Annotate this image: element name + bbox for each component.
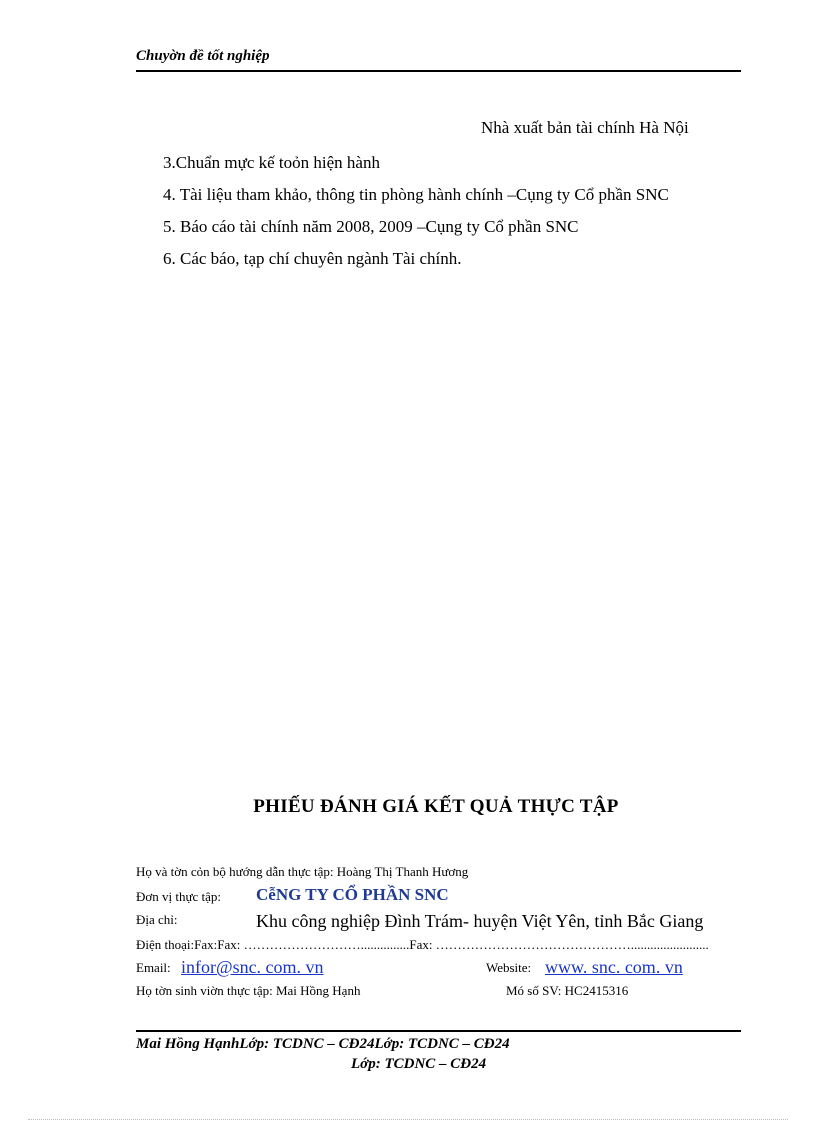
footer-rule: [136, 1030, 741, 1032]
evaluation-form-title: [0, 796, 816, 818]
reference-item-3: 3.Chuẩn mực kế toỏn hiện hành: [163, 153, 380, 172]
student-name-line: Họ tờn sinh viờn thực tập: Mai Hồng Hạnh: [136, 983, 361, 998]
email-link[interactable]: infor@snc. com. vn: [181, 957, 324, 977]
running-header-title: Chuyờn đề tốt nghiệp: [136, 48, 270, 64]
phone-fax-line: Điện thoại:Fax:Fax: ………………………...............Fax: ………………………………………........................: [136, 937, 709, 952]
website-label: Website:: [486, 960, 532, 975]
email-label: Email:: [136, 960, 171, 975]
address-label: Địa chỉ:: [136, 912, 178, 927]
unit-company-name: CễNG TY CỔ PHẦN SNC: [256, 885, 449, 904]
unit-label: Đơn vị thực tập:: [136, 889, 222, 904]
evaluation-form-title-text: PHIẾU ĐÁNH GIÁ KẾT QUẢ THỰC TẬP: [253, 796, 619, 817]
footer-class: Lớp: TCDNC – CĐ24: [351, 1056, 487, 1072]
page-bottom-dotted-edge: [28, 1119, 788, 1120]
supervisor-line: Họ và tờn cỏn bộ hướng dẫn thực tập: Hoàng Thị Thanh Hương: [136, 864, 469, 879]
student-id: Mó số SV: HC2415316: [506, 983, 629, 998]
reference-publisher-line: Nhà xuất bản tài chính Hà Nội: [481, 118, 689, 137]
header-rule: [136, 70, 741, 72]
address-value: Khu công nghiệp Đình Trám- huyện Việt Yên, tỉnh Bắc Giang: [256, 911, 704, 931]
website-link[interactable]: www. snc. com. vn: [545, 957, 683, 977]
footer-author-class: Mai Hồng HạnhLớp: TCDNC – CĐ24Lớp: TCDNC – CĐ24: [136, 1036, 510, 1052]
reference-item-5: 5. Báo cáo tài chính năm 2008, 2009 –Cụng ty Cổ phần SNC: [163, 217, 579, 236]
reference-item-6: 6. Các báo, tạp chí chuyên ngành Tài chính.: [163, 249, 462, 268]
reference-item-4: 4. Tài liệu tham khảo, thông tin phòng hành chính –Cụng ty Cổ phần SNC: [163, 185, 669, 204]
